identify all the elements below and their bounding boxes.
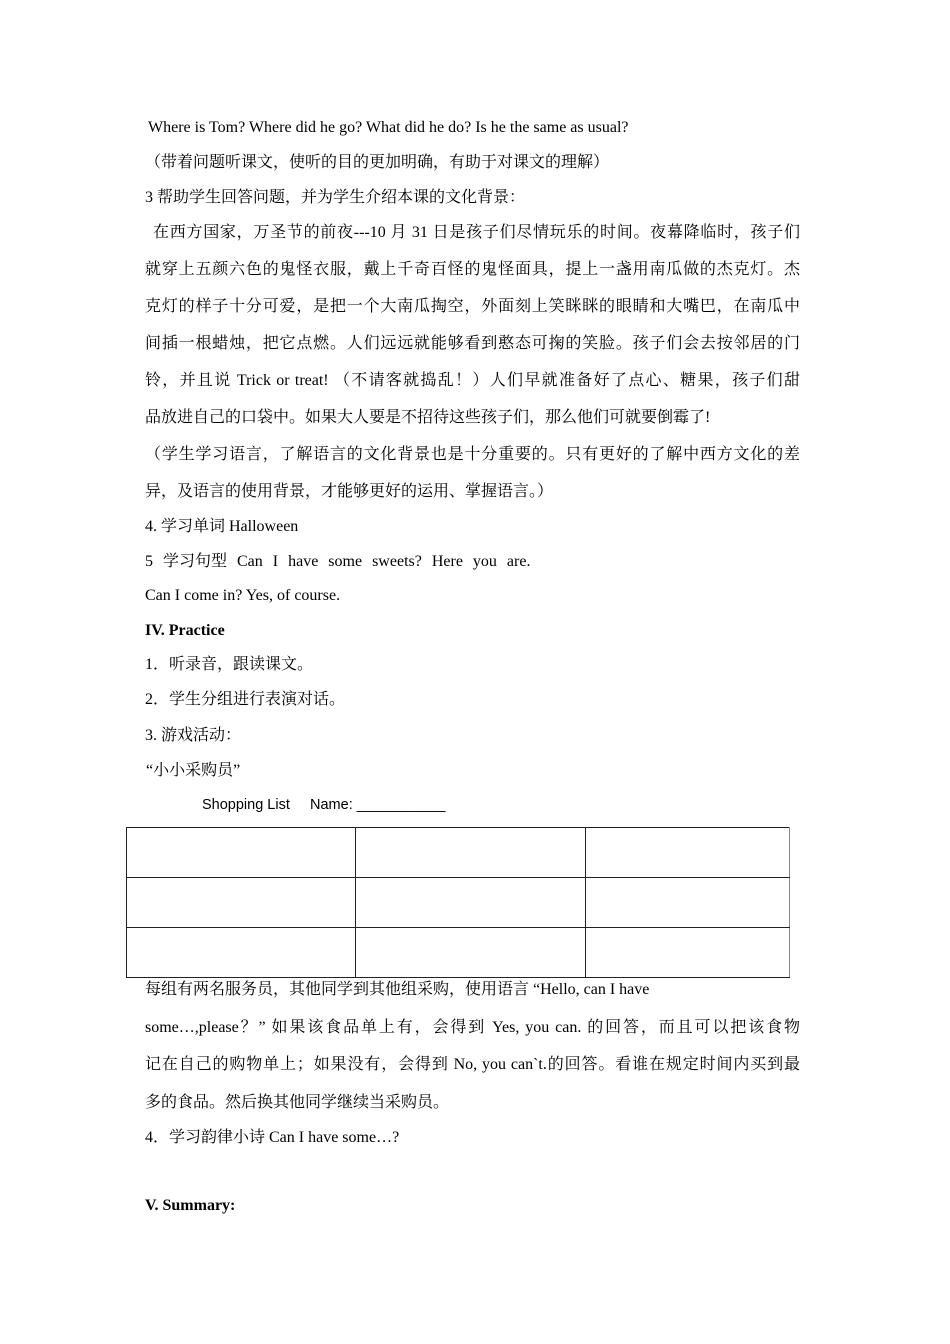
culture-paragraph-line-2: 就穿上五颜六色的鬼怪衣服，戴上千奇百怪的鬼怪面具，提上一盏用南瓜做的杰克灯。杰 [145, 261, 800, 278]
game-name: “小小采购员” [146, 762, 241, 779]
question-list: Where is Tom? Where did he go? What did he do? Is he the same as usual? [148, 119, 629, 136]
practice-item-3: 3. 游戏活动： [145, 727, 242, 744]
table-row [127, 928, 790, 978]
practice-item-2: 2．学生分组进行表演对话。 [145, 691, 346, 708]
game-description-line-4: 多的食品。然后换其他同学继续当采购员。 [145, 1094, 450, 1111]
table-cell [356, 878, 586, 928]
culture-paragraph-line-5: 铃，并且说 Trick or treat! （不请客就捣乱！）人们早就准备好了点心、糖果，孩子们甜 [145, 372, 800, 389]
game-description-line-3: 记在自己的购物单上；如果没有，会得到 No, you can`t.的回答。看谁在规定时间内买到最 [145, 1056, 800, 1073]
table-cell [356, 928, 586, 978]
shopping-list-label: Shopping List Name: ___________ [202, 797, 446, 813]
question-note: （带着问题听课文，使听的目的更加明确，有助于对课文的理解） [145, 154, 610, 171]
culture-paragraph-line-1: 在西方国家，万圣节的前夜---10 月 31 日是孩子们尽情玩乐的时间。夜幕降临时，孩子们 [153, 224, 800, 241]
game-description-line-1: 每组有两名服务员，其他同学到其他组采购，使用语言 “Hello, can I have [145, 981, 650, 998]
shopping-list-table [126, 827, 790, 978]
table-cell [586, 878, 790, 928]
step-3: 3 帮助学生回答问题，并为学生介绍本课的文化背景： [145, 189, 526, 206]
table-row [127, 828, 790, 878]
culture-paragraph-line-3: 克灯的样子十分可爱，是把一个大南瓜掏空，外面刻上笑眯眯的眼睛和大嘴巴，在南瓜中 [145, 298, 800, 315]
culture-paragraph-line-4: 间插一根蜡烛，把它点燃。人们远远就能够看到憨态可掬的笑脸。孩子们会去按邻居的门 [145, 335, 800, 352]
summary-heading: V. Summary: [145, 1197, 236, 1214]
step-5-continued: Can I come in? Yes, of course. [145, 587, 341, 604]
practice-heading: IV. Practice [145, 622, 225, 639]
table-row [127, 878, 790, 928]
game-description-line-2: some…,please？” 如果该食品单上有，会得到 Yes, you can. 的回答，而且可以把该食物 [145, 1019, 800, 1036]
table-cell [586, 828, 790, 878]
table-cell [127, 828, 356, 878]
culture-note-line-1: （学生学习语言，了解语言的文化背景也是十分重要的。只有更好的了解中西方文化的差 [145, 446, 800, 463]
table-cell [127, 928, 356, 978]
step-5: 5 学习句型 Can I have some sweets? Here you are. [145, 553, 531, 570]
table-cell [356, 828, 586, 878]
practice-item-1: 1．听录音，跟读课文。 [145, 656, 314, 673]
culture-note-line-2: 异，及语言的使用背景，才能够更好的运用、掌握语言。） [145, 483, 554, 500]
practice-item-4: 4．学习韵律小诗 Can I have some…? [145, 1129, 400, 1146]
table-cell [586, 928, 790, 978]
step-4: 4. 学习单词 Halloween [145, 518, 299, 535]
culture-paragraph-line-6: 品放进自己的口袋中。如果大人要是不招待这些孩子们，那么他们可就要倒霉了! [145, 409, 711, 426]
table-cell [127, 878, 356, 928]
